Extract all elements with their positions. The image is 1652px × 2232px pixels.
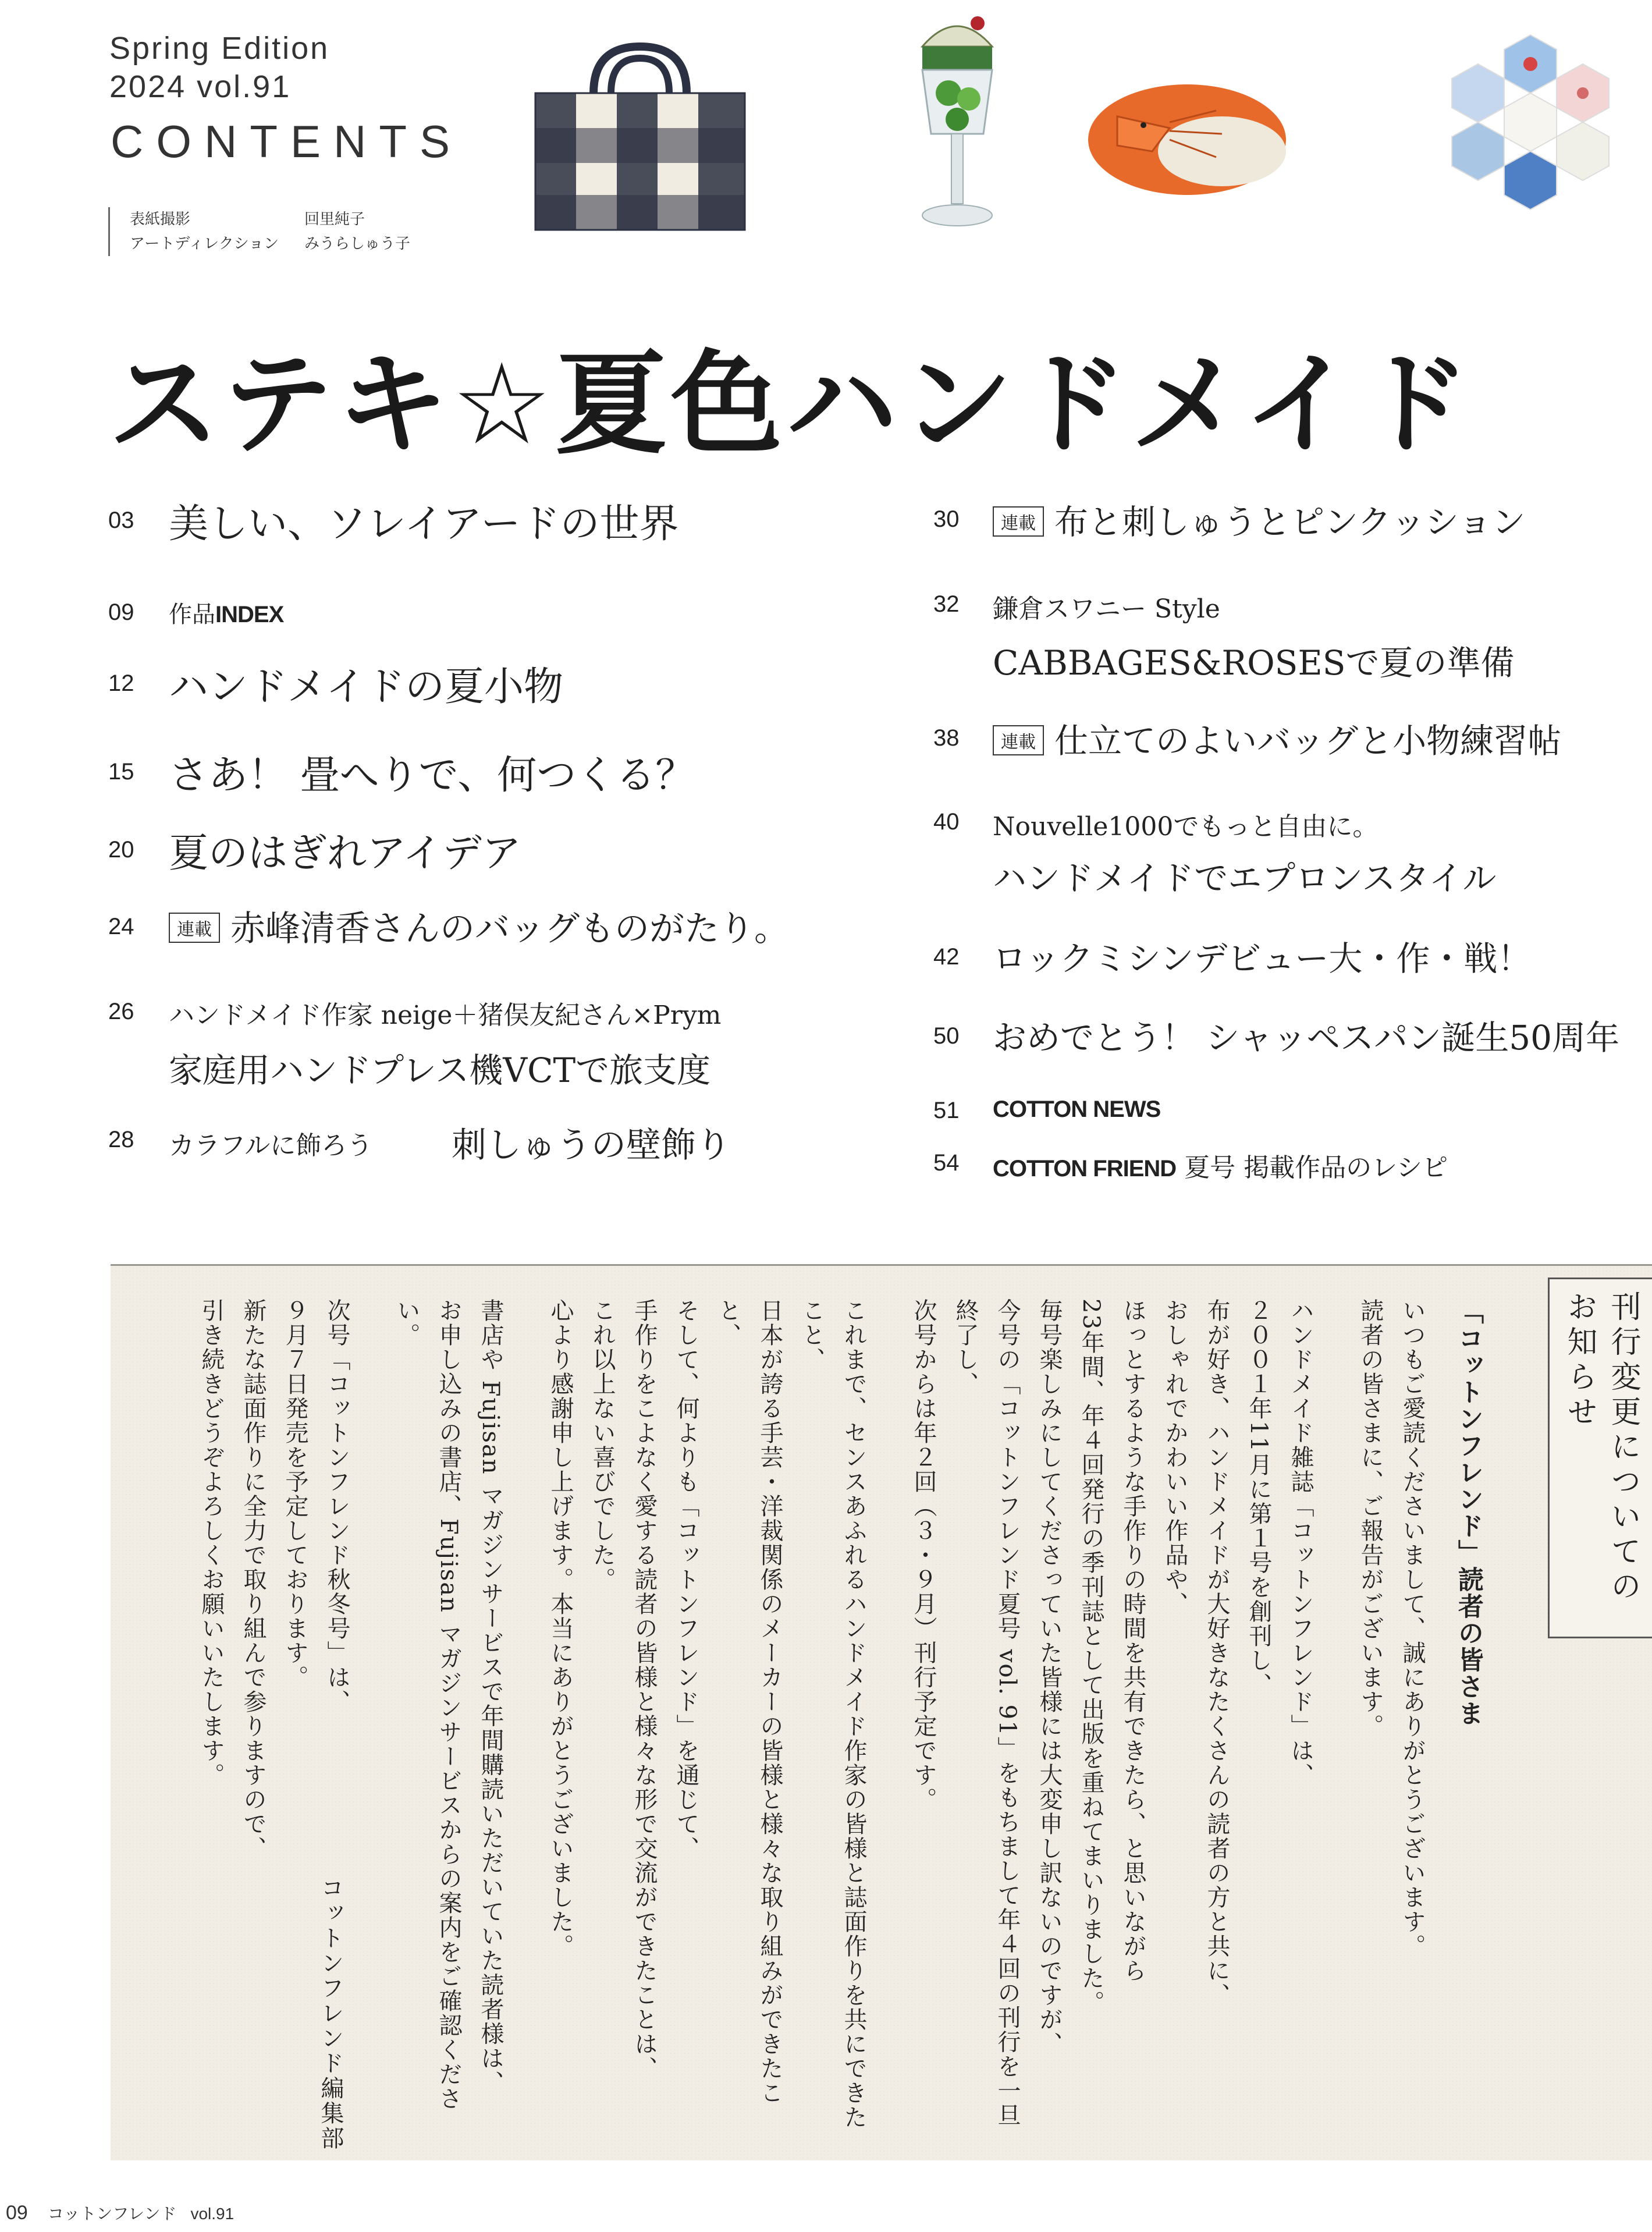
toc-title-prefix: 作品: [169, 601, 215, 628]
serial-badge: 連載: [993, 725, 1044, 755]
toc-page-number: 50: [933, 1023, 960, 1049]
toc-title-suffix: 夏号 掲載作品のレシピ: [1176, 1153, 1448, 1183]
toc-title: COTTON FRIEND: [993, 1156, 1177, 1181]
notice-line: 手作りをこよなく愛する読者の皆様と様々な形で交流ができたことは、: [631, 1298, 658, 2081]
notice-heading: 「コットンフレンド」読者の皆さま: [1454, 1298, 1483, 1727]
notice-line: 日本が誇る手芸・洋裁関係のメーカーの皆様と様々な取り組みができたこと、: [715, 1298, 783, 2105]
notice-line: お申し込みの書店、Fujisan マガジンサービスからの案内をご確認ください。: [393, 1298, 462, 2111]
toc-subtitle: カラフルに飾ろう: [169, 1131, 373, 1161]
toc-page-number: 51: [933, 1098, 960, 1123]
notice-body: [162, 1298, 1489, 2148]
notice-line: 毎号楽しみにしてくださっていた皆様には大変申し訳ないのですが、: [1036, 1298, 1063, 2056]
notice-paragraph: [539, 1298, 875, 2148]
edition-volume: 2024 vol.91: [109, 69, 292, 104]
notice-line: そして、何よりも「コットンフレンド」を通じて、: [673, 1298, 699, 1861]
notice-line: 次号からは年２回（３・９月）刊行予定です。: [910, 1298, 937, 1812]
toc-page-number: 24: [108, 914, 134, 939]
toc-page-number: 54: [933, 1150, 960, 1176]
notice-line: これまで、センスあふれるハンドメイド作家の皆様と誌面作りを共にできたこと、: [798, 1298, 867, 2130]
toc-page-number: 20: [108, 837, 134, 863]
publication-change-notice: [111, 1264, 1652, 2160]
page-number: 09: [6, 2202, 28, 2224]
notice-title: 刊行変更についてのお知らせ: [1548, 1278, 1652, 1638]
toc-title: ハンドメイドでエプロンスタイル: [993, 858, 1497, 898]
notice-line: おしゃれでかわいい作品や、: [1161, 1298, 1188, 1616]
toc-page-number: 12: [108, 670, 134, 696]
toc-page-number: 30: [933, 506, 960, 532]
notice-line: ２００１年11月に第１号を創刊し、: [1245, 1298, 1272, 1697]
page-footer: [6, 2201, 234, 2224]
notice-line: 布が好き、ハンドメイドが大好きなたくさんの読者の方と共に、: [1203, 1298, 1230, 2007]
notice-line: 次号「コットンフレンド秋冬号」は、: [324, 1298, 350, 1714]
notice-line: ９月７日発売を予定しております。: [282, 1298, 308, 1690]
notice-line: 新たな誌面作りに全力で取り組んで参りますので、: [240, 1298, 267, 1861]
toc-page-number: 38: [933, 725, 960, 751]
toc-subtitle: 鎌倉スワニー Style: [993, 594, 1220, 624]
toc-title: COTTON NEWS: [993, 1097, 1161, 1122]
notice-line: 23年間、年４回発行の季刊誌として出版を重ねてまいりました。: [1078, 1298, 1104, 2015]
credit-label: 表紙撮影: [130, 211, 191, 228]
toc-title: 刺しゅうの壁飾り: [452, 1125, 731, 1166]
toc-title: 仕立てのよいバッグと小物練習帖: [1054, 721, 1562, 761]
toc-page-number: 15: [108, 759, 134, 785]
toc-title: 美しい、ソレイアードの世界: [169, 501, 679, 547]
serial-badge: 連載: [993, 506, 1044, 537]
notice-line: 心より感謝申し上げます。本当にありがとうございました。: [547, 1298, 574, 1958]
toc-page-number: 42: [933, 944, 960, 970]
credit-value: みうらしゅう子: [304, 235, 411, 253]
notice-paragraph: [386, 1298, 511, 2148]
toc-title: ハンドメイドの夏小物: [169, 664, 563, 710]
notice-paragraph: [1349, 1298, 1433, 2148]
notice-paragraph: [903, 1298, 1321, 2148]
toc-page-number: 26: [108, 999, 134, 1024]
notice-line: 読者の皆さまに、ご報告がございます。: [1357, 1298, 1384, 1738]
contents-heading: CONTENTS: [111, 116, 463, 167]
toc-title: 家庭用ハンドプレス機VCTで旅支度: [169, 1051, 711, 1090]
magazine-name: コットンフレンド: [47, 2204, 177, 2223]
toc-subtitle: Nouvelle1000でもっと自由に。: [993, 812, 1379, 842]
toc-page-number: 03: [108, 508, 134, 533]
credit-value: 回里純子: [304, 211, 365, 228]
notice-line: 今号の「コットンフレンド夏号 vol. 91」をもちまして年４回の刊行を一旦終了し、: [952, 1298, 1021, 2128]
credit-label: アートディレクション: [130, 235, 279, 253]
notice-line: 書店や Fujisan マガジンサービスで年間購読いただいていた読者様は、: [477, 1298, 504, 2095]
toc-title: 布と刺しゅうとピンクッション: [1054, 502, 1526, 542]
toc-title: ロックミシンデビュー大・作・戦！: [993, 939, 1532, 978]
toc-title: おめでとう！ シャッペスパン誕生50周年: [993, 1018, 1620, 1058]
notice-line: 引き続きどうぞよろしくお願いいたします。: [198, 1298, 225, 1787]
notice-line: ハンドメイド雑誌「コットンフレンド」は、: [1287, 1298, 1314, 1787]
toc-title: 夏のはぎれアイデア: [169, 831, 521, 877]
toc-title: INDEX: [215, 602, 284, 627]
toc-page-number: 28: [108, 1127, 134, 1152]
notice-line: ほっとするような手作りの時間を共有できたら、と思いながら: [1120, 1298, 1146, 1983]
toc-title: さあ！ 畳へりで、何つくる？: [169, 753, 695, 799]
notice-line: これ以上ない喜びでした。: [589, 1298, 616, 1592]
edition-season: Spring Edition: [109, 31, 330, 66]
toc-title: CABBAGES&ROSESで夏の準備: [993, 643, 1515, 683]
serial-badge: 連載: [169, 913, 220, 943]
toc-page-number: 32: [933, 591, 960, 617]
magazine-volume: vol.91: [190, 2205, 235, 2223]
toc-title: 赤峰清香さんのバッグものがたり。: [230, 909, 789, 949]
notice-line: いつもご愛読くださいまして、誠にありがとうございます。: [1399, 1298, 1426, 1958]
notice-signature: コットンフレンド編集部: [317, 1876, 344, 2151]
toc-subtitle: ハンドメイド作家 neige＋猪俣友紀さん×Prym: [169, 1000, 722, 1030]
toc-page-number: 40: [933, 809, 960, 835]
toc-page-number: 09: [108, 599, 134, 625]
main-title: ステキ☆夏色ハンドメイド: [108, 340, 1474, 470]
